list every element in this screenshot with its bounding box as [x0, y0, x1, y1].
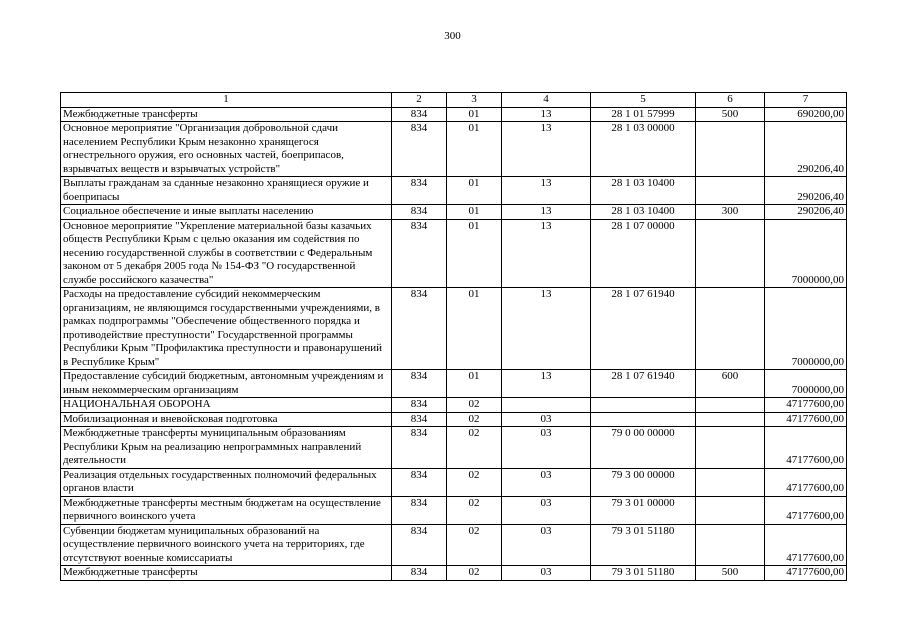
row-target-article-cell: 79 3 01 00000: [591, 496, 696, 524]
table-row: [61, 468, 847, 496]
row-name-cell: Субвенции бюджетам муниципальных образований на осуществление первичного воинского учета на территориях, где отсутствуют военные комиссариаты: [61, 524, 392, 566]
table-row: [61, 524, 847, 566]
row-section-cell: 01: [447, 288, 502, 370]
row-code-cell: 834: [392, 288, 447, 370]
row-code-cell: 834: [392, 370, 447, 398]
row-target-article-cell: 28 1 03 10400: [591, 177, 696, 205]
row-amount-cell: 7000000,00: [765, 370, 847, 398]
table-row: [61, 219, 847, 288]
row-section-cell: 02: [447, 427, 502, 469]
table-row: [61, 566, 847, 581]
row-expense-type-cell: 300: [696, 205, 765, 220]
row-subsection-cell: 03: [502, 412, 591, 427]
row-expense-type-cell: [696, 496, 765, 524]
row-section-cell: 02: [447, 496, 502, 524]
row-expense-type-cell: 600: [696, 370, 765, 398]
table-row: [61, 177, 847, 205]
row-name-cell: Основное мероприятие "Укрепление материальной базы казачьих обществ Республики Крым с целью оказания им содействия по несению государственной службы в соответствии с Федеральным законом от 5 декабря 2005 года № 154-ФЗ "О государственной службе российского казачества": [61, 219, 392, 288]
row-subsection-cell: 13: [502, 219, 591, 288]
row-subsection-cell: 13: [502, 288, 591, 370]
row-code-cell: 834: [392, 177, 447, 205]
row-expense-type-cell: [696, 288, 765, 370]
header-cell: 3: [447, 93, 502, 108]
row-name-cell: Межбюджетные трансферты: [61, 107, 392, 122]
row-code-cell: 834: [392, 219, 447, 288]
row-section-cell: 01: [447, 205, 502, 220]
row-target-article-cell: 28 1 07 61940: [591, 288, 696, 370]
row-target-article-cell: 28 1 01 57999: [591, 107, 696, 122]
row-section-cell: 01: [447, 219, 502, 288]
row-expense-type-cell: [696, 427, 765, 469]
row-section-cell: 02: [447, 412, 502, 427]
row-expense-type-cell: [696, 412, 765, 427]
table-row: [61, 496, 847, 524]
row-amount-cell: 290206,40: [765, 205, 847, 220]
header-cell: 2: [392, 93, 447, 108]
row-name-cell: Социальное обеспечение и иные выплаты населению: [61, 205, 392, 220]
row-code-cell: 834: [392, 205, 447, 220]
table-row: [61, 427, 847, 469]
row-name-cell: Мобилизационная и вневойсковая подготовка: [61, 412, 392, 427]
row-code-cell: 834: [392, 566, 447, 581]
row-target-article-cell: 28 1 03 00000: [591, 122, 696, 177]
row-amount-cell: 690200,00: [765, 107, 847, 122]
row-target-article-cell: 79 3 01 51180: [591, 524, 696, 566]
table-row: [61, 398, 847, 413]
row-code-cell: 834: [392, 427, 447, 469]
row-code-cell: 834: [392, 122, 447, 177]
row-amount-cell: 7000000,00: [765, 288, 847, 370]
row-amount-cell: 47177600,00: [765, 524, 847, 566]
row-target-article-cell: 79 3 00 00000: [591, 468, 696, 496]
row-amount-cell: 290206,40: [765, 122, 847, 177]
row-section-cell: 01: [447, 177, 502, 205]
row-code-cell: 834: [392, 398, 447, 413]
table-row: [61, 370, 847, 398]
row-expense-type-cell: 500: [696, 107, 765, 122]
row-name-cell: Выплаты гражданам за сданные незаконно хранящиеся оружие и боеприпасы: [61, 177, 392, 205]
header-cell: 5: [591, 93, 696, 108]
row-target-article-cell: 28 1 03 10400: [591, 205, 696, 220]
row-target-article-cell: 79 0 00 00000: [591, 427, 696, 469]
row-name-cell: Расходы на предоставление субсидий некоммерческим организациям, не являющимся государственными учреждениями, в рамках подпрограммы "Обеспечение общественного порядка и противодействие преступности" Государственной программы Республики Крым "Профилактика преступности и правонарушений в Республике Крым": [61, 288, 392, 370]
row-expense-type-cell: [696, 177, 765, 205]
row-amount-cell: 290206,40: [765, 177, 847, 205]
table-row: [61, 288, 847, 370]
budget-table: [60, 92, 847, 581]
row-expense-type-cell: [696, 122, 765, 177]
row-code-cell: 834: [392, 524, 447, 566]
row-target-article-cell: 28 1 07 61940: [591, 370, 696, 398]
row-subsection-cell: 03: [502, 427, 591, 469]
row-subsection-cell: 03: [502, 566, 591, 581]
table-row: [61, 412, 847, 427]
row-expense-type-cell: [696, 524, 765, 566]
row-name-cell: Основное мероприятие "Организация добровольной сдачи населением Республики Крым незаконно хранящегося огнестрельного оружия, его основных частей, боеприпасов, взрывчатых веществ и взрывчатых устройств": [61, 122, 392, 177]
row-name-cell: Межбюджетные трансферты: [61, 566, 392, 581]
row-amount-cell: 47177600,00: [765, 427, 847, 469]
row-section-cell: 01: [447, 370, 502, 398]
row-target-article-cell: 79 3 01 51180: [591, 566, 696, 581]
row-code-cell: 834: [392, 468, 447, 496]
row-target-article-cell: [591, 398, 696, 413]
row-name-cell: Межбюджетные трансферты муниципальным образованиям Республики Крым на реализацию непрограммных направлений деятельности: [61, 427, 392, 469]
row-amount-cell: 47177600,00: [765, 496, 847, 524]
row-section-cell: 01: [447, 107, 502, 122]
row-subsection-cell: 13: [502, 370, 591, 398]
row-section-cell: 02: [447, 468, 502, 496]
row-amount-cell: 47177600,00: [765, 468, 847, 496]
table-header-row: [61, 93, 847, 108]
row-subsection-cell: 03: [502, 468, 591, 496]
row-expense-type-cell: [696, 468, 765, 496]
row-name-cell: Межбюджетные трансферты местным бюджетам на осуществление первичного воинского учета: [61, 496, 392, 524]
row-subsection-cell: 13: [502, 205, 591, 220]
row-subsection-cell: 03: [502, 524, 591, 566]
row-target-article-cell: 28 1 07 00000: [591, 219, 696, 288]
row-code-cell: 834: [392, 107, 447, 122]
row-section-cell: 01: [447, 122, 502, 177]
row-amount-cell: 47177600,00: [765, 398, 847, 413]
table-row: [61, 122, 847, 177]
page-number: 300: [444, 30, 461, 42]
row-section-cell: 02: [447, 524, 502, 566]
header-cell: 7: [765, 93, 847, 108]
row-expense-type-cell: [696, 219, 765, 288]
row-subsection-cell: 13: [502, 122, 591, 177]
row-amount-cell: 47177600,00: [765, 412, 847, 427]
row-code-cell: 834: [392, 412, 447, 427]
row-section-cell: 02: [447, 398, 502, 413]
row-name-cell: НАЦИОНАЛЬНАЯ ОБОРОНА: [61, 398, 392, 413]
table-row: [61, 205, 847, 220]
header-cell: 1: [61, 93, 392, 108]
row-subsection-cell: 13: [502, 177, 591, 205]
row-name-cell: Предоставление субсидий бюджетным, автономным учреждениям и иным некоммерческим организациям: [61, 370, 392, 398]
table-row: [61, 107, 847, 122]
row-name-cell: Реализация отдельных государственных полномочий федеральных органов власти: [61, 468, 392, 496]
row-expense-type-cell: 500: [696, 566, 765, 581]
row-amount-cell: 7000000,00: [765, 219, 847, 288]
row-amount-cell: 47177600,00: [765, 566, 847, 581]
row-subsection-cell: [502, 398, 591, 413]
row-target-article-cell: [591, 412, 696, 427]
row-subsection-cell: 13: [502, 107, 591, 122]
header-cell: 4: [502, 93, 591, 108]
row-section-cell: 02: [447, 566, 502, 581]
header-cell: 6: [696, 93, 765, 108]
row-code-cell: 834: [392, 496, 447, 524]
row-expense-type-cell: [696, 398, 765, 413]
row-subsection-cell: 03: [502, 496, 591, 524]
